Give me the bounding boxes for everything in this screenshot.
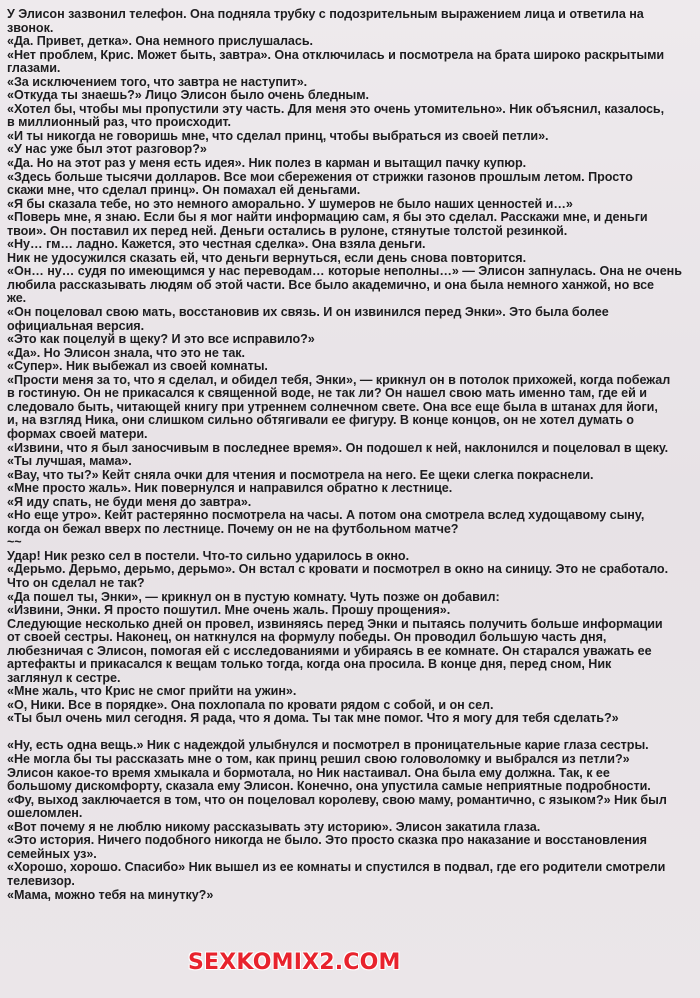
text-line: «Здесь больше тысячи долларов. Все мои сбережения от стрижки газонов прошлым летом. Просто xyxy=(7,169,633,184)
text-line: формах своей матери. xyxy=(7,426,148,441)
text-line: «Да. Привет, детка». Она немного прислушалась. xyxy=(7,34,313,49)
text-line: «У нас уже был этот разговор?» xyxy=(7,142,207,157)
text-line: любезничая с Элисон, помогая ей с исследованиями и убираясь в ее комнате. Он старался уважать ее xyxy=(7,643,652,658)
text-line: «Это как поцелуй в щеку? И это все исправило?» xyxy=(7,332,315,347)
text-line: «Мама, можно тебя на минутку?» xyxy=(7,887,214,902)
text-line: «И ты никогда не говоришь мне, что сделал принц, чтобы выбраться из своей петли». xyxy=(7,128,549,143)
text-line: Элисон какое-то время хмыкала и бормотала, но Ник настаивал. Она была ему должна. Так, к ее xyxy=(7,765,610,780)
text-line: Следующие несколько дней он провел, извиняясь перед Энки и пытаясь получить больше информации xyxy=(7,616,663,631)
story-text xyxy=(7,8,693,902)
text-line: скажи мне, что сделал принц». Он помахал ей деньгами. xyxy=(7,183,361,198)
text-line: «Да. Но на этот раз у меня есть идея». Ник полез в карман и вытащил пачку купюр. xyxy=(7,156,527,171)
text-line: «Но еще утро». Кейт растерянно посмотрела на часы. А потом она смотрела вслед худощавому сыну, xyxy=(7,508,645,523)
text-line: официальная версия. xyxy=(7,318,145,333)
text-line: «Поверь мне, я знаю. Если бы я мог найти информацию сам, я бы это сделал. Расскажи мне, и деньги xyxy=(7,210,648,225)
text-line: от своей сестры. Наконец, он наткнулся на формулу победы. Он проводил большую часть дня, xyxy=(7,630,607,645)
text-line: в гостиную. Он не прикасался к священной воде, не так ли? Он нашел свою мать именно там, где ей и xyxy=(7,386,647,401)
text-line: семейных уз». xyxy=(7,846,97,861)
text-line: «Ты лучшая, мама». xyxy=(7,454,132,469)
text-line: «Он поцеловал свою мать, восстановив их связь. И он извинился перед Энки». Это была более xyxy=(7,305,609,320)
text-line: «Извини, Энки. Я просто пошутил. Мне очень жаль. Прошу прощения». xyxy=(7,603,451,618)
text-line: «Да». Но Элисон знала, что это не так. xyxy=(7,345,246,360)
text-line: «Ты был очень мил сегодня. Я рада, что я дома. Ты так мне помог. Что я могу для тебя сделать?» xyxy=(7,711,619,726)
text-line: любила рассказывать людям об этой части. Все было академично, и она была немного ханжой, но все xyxy=(7,277,654,292)
text-line: ошеломлен. xyxy=(7,806,83,821)
text-line: «Прости меня за то, что я сделал, и обидел тебя, Энки», — крикнул он в потолок прихожей, когда побежал xyxy=(7,372,671,387)
text-line: Удар! Ник резко сел в постели. Что-то сильно ударилось в окно. xyxy=(7,548,410,563)
text-line: «Хорошо, хорошо. Спасибо» Ник вышел из ее комнаты и спустился в подвал, где его родители смотрели xyxy=(7,860,666,875)
text-line: «Супер». Ник выбежал из своей комнаты. xyxy=(7,359,268,374)
text-line: ~~ xyxy=(7,535,22,550)
text-line: У Элисон зазвонил телефон. Она подняла трубку с подозрительным выражением лица и ответила на xyxy=(7,7,644,21)
text-line: «Мне просто жаль». Ник повернулся и направился обратно к лестнице. xyxy=(7,481,453,496)
text-line: «Ну… гм… ладно. Кажется, это честная сделка». Она взяла деньги. xyxy=(7,237,426,252)
text-line: «Я бы сказала тебе, но это немного аморально. У шумеров не было наших ценностей и…» xyxy=(7,196,573,211)
text-line: «Да пошел ты, Энки», — крикнул он в пустую комнату. Чуть позже он добавил: xyxy=(7,589,500,604)
text-line: заглянул к сестре. xyxy=(7,670,121,685)
text-line: «Ну, есть одна вещь.» Ник с надеждой улыбнулся и посмотрел в проницательные карие глаза сестры. xyxy=(7,738,649,753)
text-line: Ник не удосужился сказать ей, что деньги вернуться, если день снова повторится. xyxy=(7,250,527,265)
text-line: «Хотел бы, чтобы мы пропустили эту часть. Для меня это очень утомительно». Ник объяснил, казалось, xyxy=(7,101,665,116)
text-line: следовало быть, читающей книгу при утреннем солнечном свете. Она все еще была в штанах для йоги, xyxy=(7,399,658,414)
text-line: «Вау, что ты?» Кейт сняла очки для чтения и посмотрела на него. Ее щеки слегка покраснели. xyxy=(7,467,594,482)
text-line: когда он бежал вверх по лестнице. Почему он не на футбольном матче? xyxy=(7,521,459,536)
text-line: «Он… ну… судя по имеющимся у нас переводам… которые неполны…» — Элисон запнулась. Она не очень xyxy=(7,264,682,279)
text-line: Что он сделал не так? xyxy=(7,575,145,590)
text-line: «Откуда ты знаешь?» Лицо Элисон было очень бледным. xyxy=(7,88,369,103)
text-line: артефакты и прикасался к вещам только тогда, когда она просила. В конце дня, перед сном, Ник xyxy=(7,657,612,672)
text-line: большому дискомфорту, сказала ему Элисон. Конечно, она упустила самые неприятные подробности. xyxy=(7,779,651,794)
text-line: в миллионный раз, что происходит. xyxy=(7,115,231,130)
text-line: «Извини, что я был заносчивым в последнее время». Он подошел к ней, наклонился и поцеловал в щеку. xyxy=(7,440,669,455)
paragraph-gap xyxy=(7,726,693,740)
text-line: «Не могла бы ты рассказать мне о том, как принц решил свою головоломку и выбрался из петли?» xyxy=(7,752,630,767)
text-line: звонок. xyxy=(7,20,54,35)
text-line: «За исключением того, что завтра не наступит». xyxy=(7,74,308,89)
text-line: твои». Он поставил их перед ней. Деньги остались в рулоне, стянутые толстой резинкой. xyxy=(7,223,568,238)
text-line: глазами. xyxy=(7,61,61,76)
text-line: «Я иду спать, не буди меня до завтра». xyxy=(7,494,252,509)
text-line: же. xyxy=(7,291,27,306)
site-watermark: SEXKOMIX2.COM xyxy=(188,950,401,975)
text-line: «Это история. Ничего подобного никогда не было. Это просто сказка про наказание и восстановления xyxy=(7,833,647,848)
text-line: и, на взгляд Ника, они слишком сильно обтягивали ее фигуру. В конце концов, он не хотел думать о xyxy=(7,413,634,428)
text-line: «Нет проблем, Крис. Может быть, завтра». Она отключилась и посмотрела на брата широко раскрытыми xyxy=(7,47,665,62)
text-line: «О, Ники. Все в порядке». Она похлопала по кровати рядом с собой, и он сел. xyxy=(7,697,494,712)
text-line: «Мне жаль, что Крис не смог прийти на ужин». xyxy=(7,684,297,699)
text-line: «Дерьмо. Дерьмо, дерьмо, дерьмо». Он встал с кровати и посмотрел в окно на синицу. Это не сработало. xyxy=(7,562,669,577)
text-line: телевизор. xyxy=(7,873,75,888)
text-line: «Фу, выход заключается в том, что он поцеловал королеву, свою маму, романтично, с языком?» Ник был xyxy=(7,792,667,807)
text-line: «Вот почему я не люблю никому рассказывать эту историю». Элисон закатила глаза. xyxy=(7,819,541,834)
